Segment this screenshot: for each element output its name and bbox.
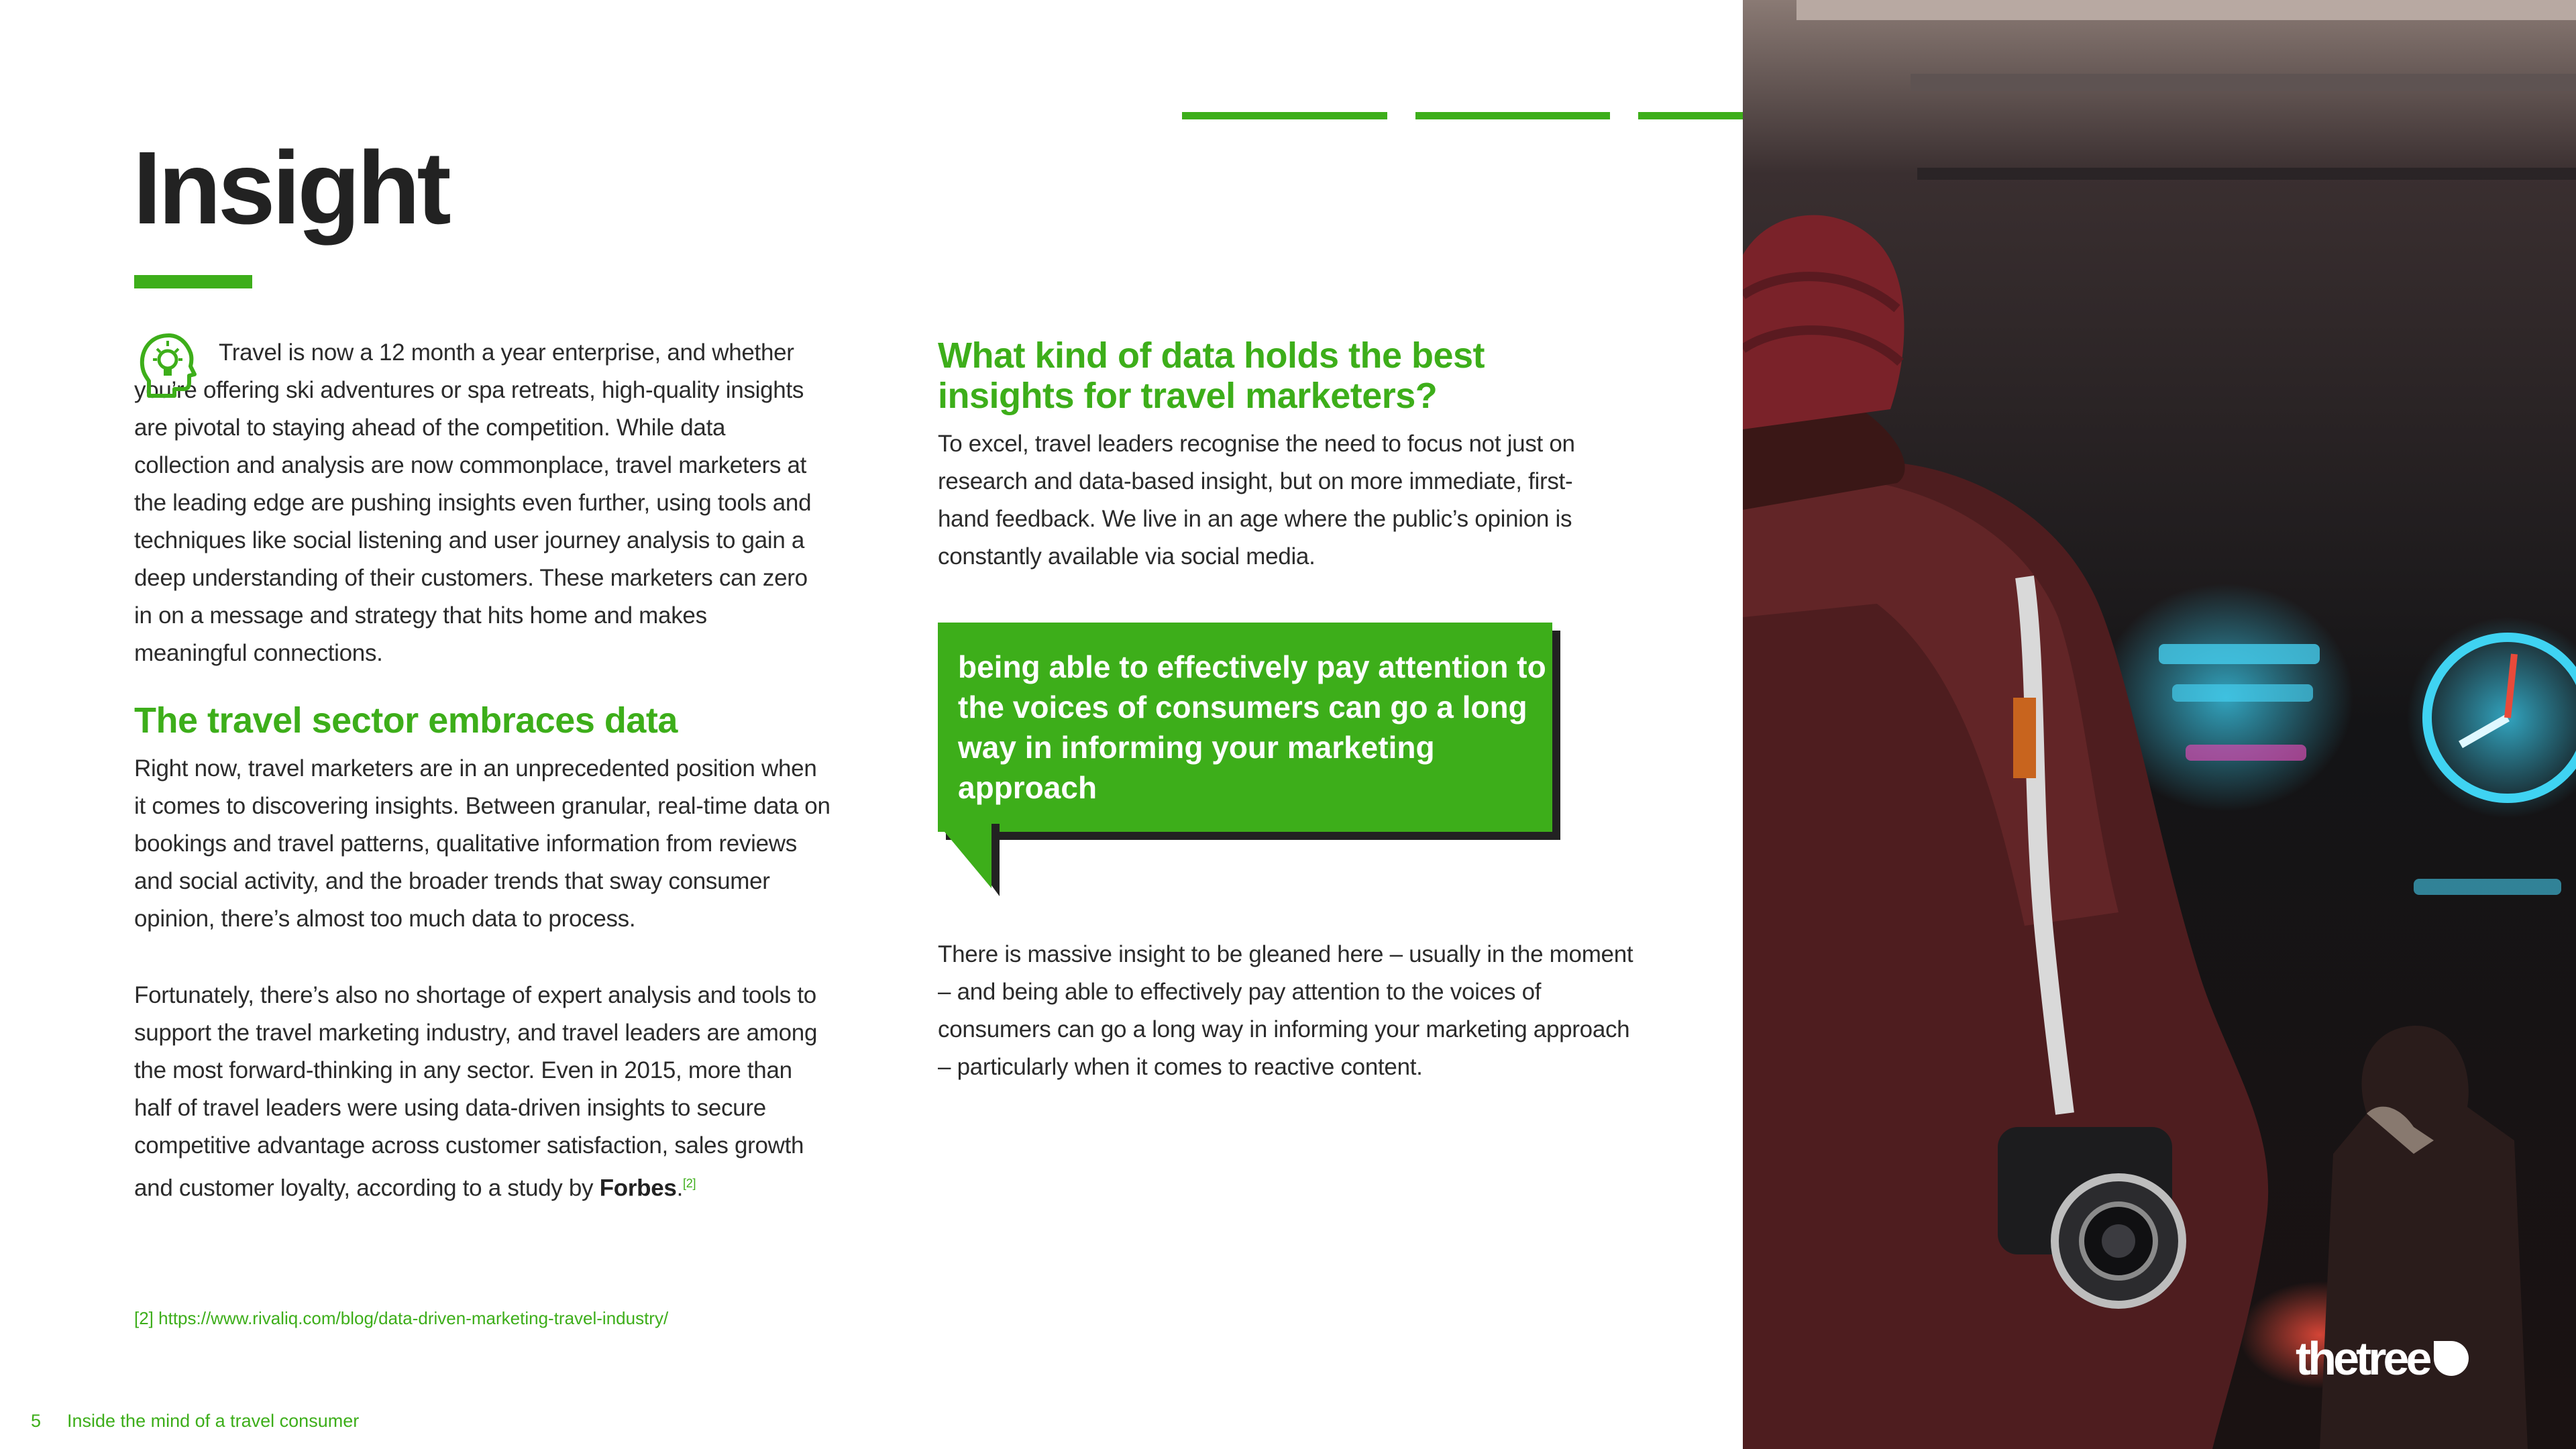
page-number: 5	[31, 1411, 42, 1431]
brand-logo	[2296, 1332, 2469, 1385]
footnote-reference[interactable]: [2]	[683, 1177, 696, 1190]
pull-quote-text: being able to effectively pay attention to the voices of consumers can go a long way in informing your marketing approach	[958, 649, 1546, 805]
speech-tail-icon	[938, 824, 1005, 898]
forbes-paragraph: Fortunately, there’s also no shortage of expert analysis and tools to support the travel marketing industry, and travel leaders are among the most forward-thinking in any sector. Even in 2015, more than half of travel leaders were using data-driven insights to secure competitive advantage across customer satisfaction, sales growth and customer loyalty, according to a study by Forbes.[2]	[134, 982, 818, 1201]
page-title: Insight	[133, 130, 448, 246]
intro-paragraph: Travel is now a 12 month a year enterprise, and whether you’re offering ski adventures or spa retreats, high-quality insights are pivotal to staying ahead of the competition. While data collection and analysis are now commonplace, travel marketers at the leading edge are pushing insights even further, using tools and techniques like social listening and user journey analysis to gain a deep understanding of their customers. These marketers can zero in on a message and strategy that hits home and makes meaningful connections.	[134, 339, 812, 666]
decorative-dash	[1415, 112, 1610, 119]
leaf-icon	[2434, 1341, 2469, 1376]
excel-paragraph: To excel, travel leaders recognise the need to focus not just on research and data-based insight, but on more immediate, first-hand feedback. We live in an age where the public’s opinion is constantly available via social media.	[938, 431, 1575, 570]
lightbulb-head-icon	[130, 330, 211, 404]
title-underline	[134, 275, 252, 288]
section-heading-data: What kind of data holds the best insights for travel marketers?	[938, 335, 1485, 416]
pull-quote-box	[938, 623, 1552, 832]
intro-block	[134, 334, 818, 672]
travel-paragraph: Right now, travel marketers are in an unprecedented position when it comes to discovering insights. Between granular, real-time data on bookings and travel patterns, qualitative information from reviews and social activity, and the broader trends that sway consumer opinion, there’s almost too much data to process.	[134, 755, 830, 932]
section-heading-travel: The travel sector embraces data	[134, 700, 678, 741]
footnote-link[interactable]: [2] https://www.rivaliq.com/blog/data-driven-marketing-travel-industry/	[134, 1308, 669, 1328]
decorative-dash	[1182, 112, 1387, 119]
footer-doc-title: Inside the mind of a travel consumer	[67, 1411, 360, 1431]
hero-photo	[1743, 0, 2576, 1449]
forbes-paragraph-text: Fortunately, there’s also no shortage of expert analysis and tools to support the travel marketing industry, and travel leaders are among the most forward-thinking in any sector. Even in 2015, more than half of travel leaders were using data-driven insights to secure competitive advantage across customer satisfaction, sales growth and customer loyalty, according to a study by	[134, 982, 818, 1201]
massive-insight-paragraph: There is massive insight to be gleaned here – usually in the moment – and being able to effectively pay attention to the voices of consumers can go a long way in informing your marketing approach – particularly when it comes to reactive content.	[938, 941, 1633, 1080]
logo-text: thetree	[2296, 1332, 2429, 1385]
pull-quote	[938, 623, 1562, 898]
forbes-source: Forbes	[599, 1175, 677, 1201]
